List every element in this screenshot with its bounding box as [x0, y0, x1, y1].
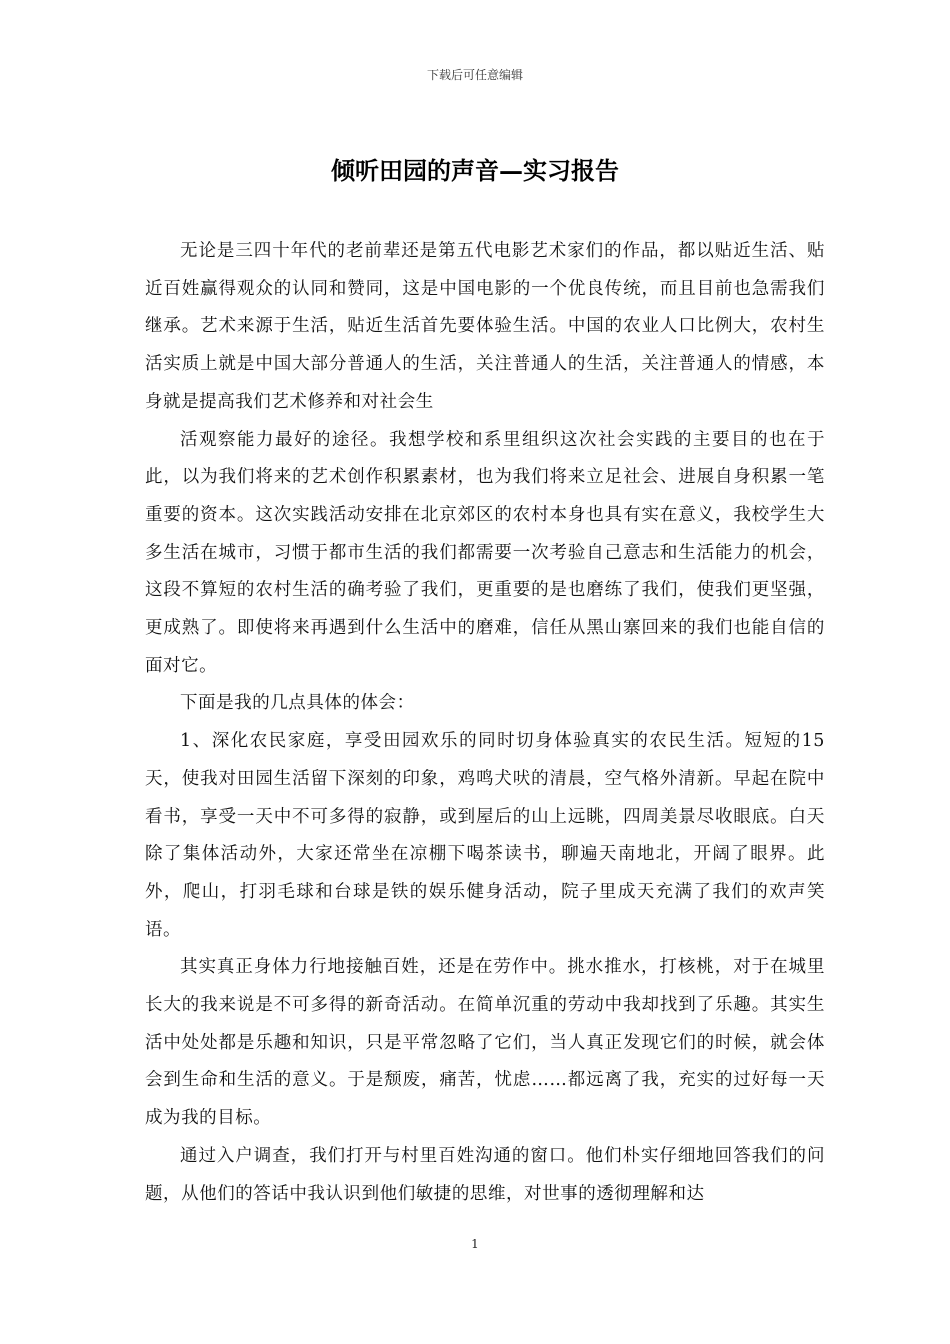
- paragraph: 活观察能力最好的途径。我想学校和系里组织这次社会实践的主要目的也在于此，以为我们将来的艺术创作积累素材，也为我们将来立足社会、进展自身积累一笔重要的资本。这次实践活动安排在北京郊区的农村本身也具有实在意义，我校学生大多生活在城市，习惯于都市生活的我们都需要一次考验自己意志和生活能力的机会，这段不算短的农村生活的确考验了我们，更重要的是也磨练了我们，使我们更坚强，更成熟了。即使将来再遇到什么生活中的磨难，信任从黑山寨回来的我们也能自信的面对它。: [145, 429, 825, 676]
- paragraph: 其实真正身体力行地接触百姓，还是在劳作中。挑水推水，打核桃，对于在城里长大的我来说是不可多得的新奇活动。在简单沉重的劳动中我却找到了乐趣。其实生活中处处都是乐趣和知识，只是平常忽略了它们，当人真正发现它们的时候，就会体会到生命和生活的意义。于是颓废，痛苦，忧虑……都远离了我，充实的过好每一天成为我的目标。: [145, 957, 825, 1129]
- document-title: 倾听田园的声音—实习报告: [331, 156, 619, 185]
- paragraph: 1、深化农民家庭，享受田园欢乐的同时切身体验真实的农民生活。短短的15天，使我对田园生活留下深刻的印象，鸡鸣犬吠的清晨，空气格外清新。早起在院中看书，享受一天中不可多得的寂静，或到屋后的山上远眺，四周美景尽收眼底。白天除了集体活动外，大家还常坐在凉棚下喝茶读书，聊遍天南地北，开阔了眼界。此外，爬山，打羽毛球和台球是铁的娱乐健身活动，院子里成天充满了我们的欢声笑语。: [145, 731, 825, 940]
- header-note: 下载后可任意编辑: [426, 68, 523, 82]
- document-body: [145, 233, 825, 1213]
- paragraph: 下面是我的几点具体的体会：: [180, 693, 415, 714]
- paragraph: 通过入户调查，我们打开与村里百姓沟通的窗口。他们朴实仔细地回答我们的问题，从他们的答话中我认识到他们敏捷的思维，对世事的透彻理解和达: [145, 1145, 825, 1204]
- paragraph: 无论是三四十年代的老前辈还是第五代电影艺术家们的作品，都以贴近生活、贴近百姓赢得观众的认同和赞同，这是中国电影的一个优良传统，而且目前也急需我们继承。艺术来源于生活，贴近生活首先要体验生活。中国的农业人口比例大，农村生活实质上就是中国大部分普通人的生活，关注普通人的生活，关注普通人的情感，本身就是提高我们艺术修养和对社会生: [145, 241, 825, 412]
- page-number: 1: [471, 1237, 479, 1251]
